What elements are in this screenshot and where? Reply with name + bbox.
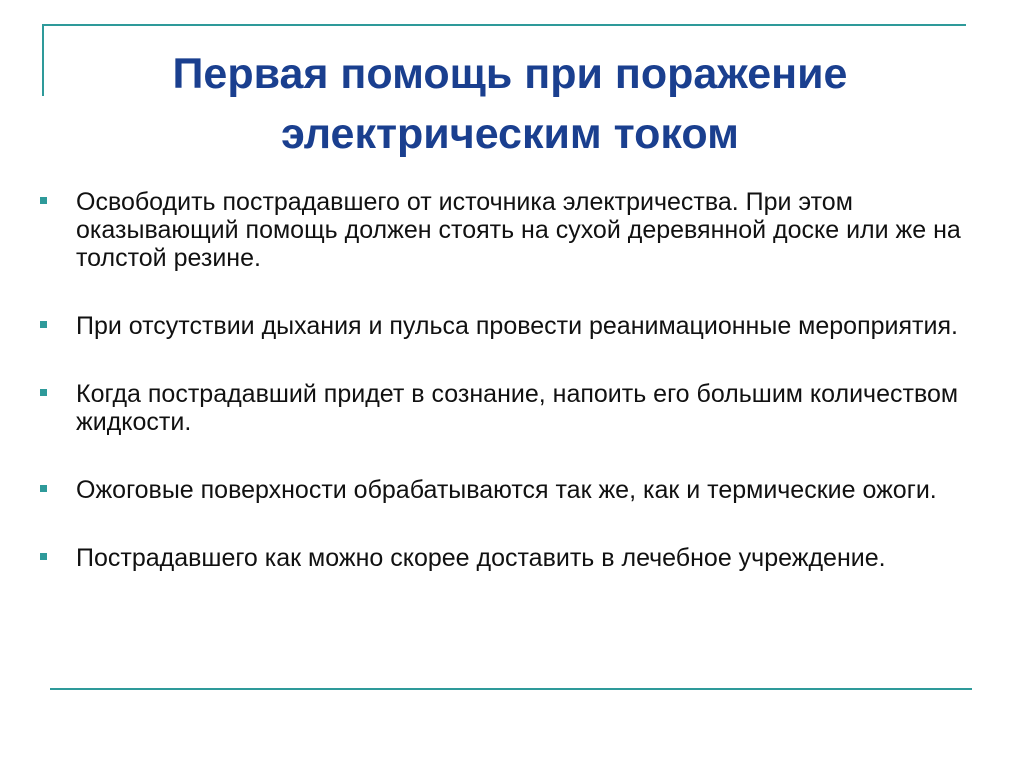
left-accent-line — [42, 24, 44, 96]
bullet-text-2: При отсутствии дыхания и пульса провести реанимационные мероприятия. — [76, 312, 958, 340]
bottom-divider — [50, 688, 972, 690]
bullet-item-4 — [34, 476, 984, 504]
bullet-list — [34, 188, 984, 572]
square-bullet-icon — [40, 389, 47, 396]
square-bullet-icon — [40, 197, 47, 204]
slide-title-line-2: электрическим током — [281, 110, 739, 158]
bullet-item-1 — [34, 188, 984, 272]
top-divider — [42, 24, 966, 26]
square-bullet-icon — [40, 321, 47, 328]
slide-title — [60, 44, 960, 164]
bullet-item-5 — [34, 544, 984, 572]
bullet-text-4: Ожоговые поверхности обрабатываются так же, как и термические ожоги. — [76, 476, 937, 504]
slide-title-line-1: Первая помощь при поражение — [172, 50, 848, 98]
square-bullet-icon — [40, 485, 47, 492]
bullet-item-2 — [34, 312, 984, 340]
bullet-text-5: Пострадавшего как можно скорее доставить в лечебное учреждение. — [76, 544, 886, 572]
bullet-text-1: Освободить пострадавшего от источника электричества. При этом оказывающий помощь должен стоять на сухой деревянной доске или же на толстой резине. — [76, 188, 961, 272]
bullet-item-3 — [34, 380, 984, 436]
square-bullet-icon — [40, 553, 47, 560]
bullet-text-3: Когда пострадавший придет в сознание, напоить его большим количеством жидкости. — [76, 380, 959, 436]
